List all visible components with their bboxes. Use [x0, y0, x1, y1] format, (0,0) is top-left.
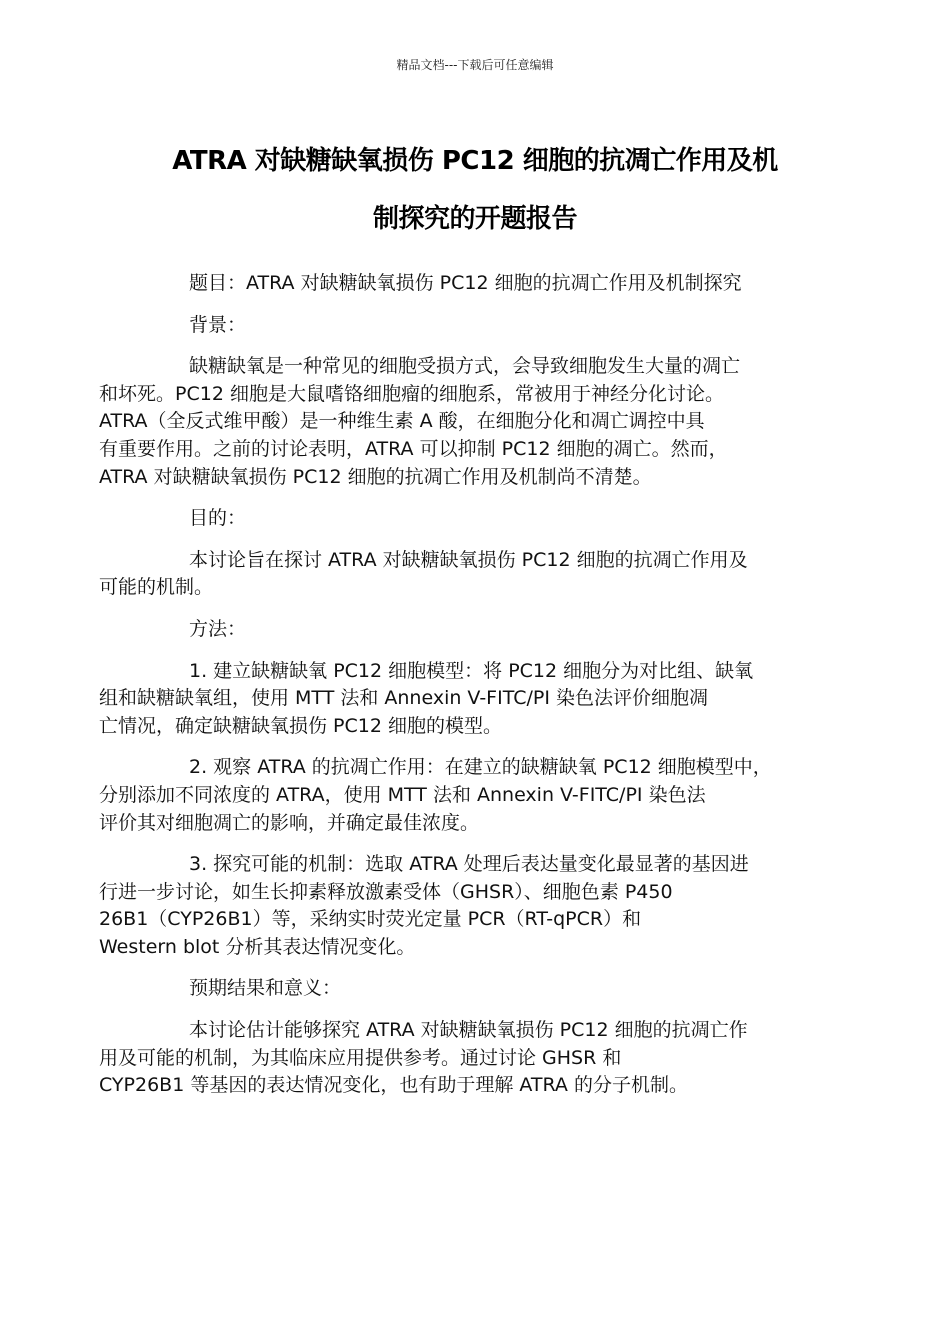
purpose-heading: [144, 505, 816, 533]
method-3-line: Western blot 分析其表达情况变化。: [99, 935, 416, 958]
method-1-line: 亡情况，确定缺糖缺氧损伤 PC12 细胞的模型。: [99, 714, 502, 737]
expected-line: 本讨论估计能够探究 ATRA 对缺糖缺氧损伤 PC12 细胞的抗凋亡作: [189, 1019, 748, 1042]
method-1-paragraph: [99, 658, 816, 741]
method-1-line: 1. 建立缺糖缺氧 PC12 细胞模型：将 PC12 细胞分为对比组、缺氧: [189, 659, 754, 682]
document-title: [130, 132, 820, 248]
background-heading-text: 背景：: [189, 313, 247, 336]
purpose-paragraph: [99, 547, 816, 602]
method-3-line: 行进一步讨论，如生长抑素释放激素受体（GHSR）、细胞色素 P450: [99, 880, 673, 903]
document-body: [99, 270, 816, 1114]
purpose-line: 可能的机制。: [99, 576, 214, 599]
title-line-2: 制探究的开题报告: [372, 204, 577, 234]
page-header: 精品文档---下载后可任意编辑: [396, 58, 554, 72]
method-3-line: 26B1（CYP26B1）等，采纳实时荧光定量 PCR（RT-qPCR）和: [99, 908, 642, 931]
method-2-line: 分别添加不同浓度的 ATRA，使用 MTT 法和 Annexin V-FITC/PI 染色法: [99, 783, 706, 806]
expected-paragraph: [99, 1017, 816, 1100]
method-3-paragraph: [99, 851, 816, 961]
title-line-1: ATRA 对缺糖缺氧损伤 PC12 细胞的抗凋亡作用及机: [172, 146, 778, 176]
expected-line: 用及可能的机制，为其临床应用提供参考。通过讨论 GHSR 和: [99, 1046, 622, 1069]
method-1-line: 组和缺糖缺氧组，使用 MTT 法和 Annexin V-FITC/PI 染色法评价细胞凋: [99, 687, 708, 710]
topic-text: 题目：ATRA 对缺糖缺氧损伤 PC12 细胞的抗凋亡作用及机制探究: [189, 272, 742, 294]
method-2-paragraph: [99, 754, 816, 837]
background-paragraph: [99, 353, 816, 491]
background-line: 和坏死。PC12 细胞是大鼠嗜铬细胞瘤的细胞系，常被用于神经分化讨论。: [99, 382, 724, 405]
background-line: 缺糖缺氧是一种常见的细胞受损方式，会导致细胞发生大量的凋亡: [189, 355, 741, 378]
methods-heading: [144, 616, 816, 644]
background-line: 有重要作用。之前的讨论表明，ATRA 可以抑制 PC12 细胞的凋亡。然而，: [99, 437, 728, 460]
background-line: ATRA（全反式维甲酸）是一种维生素 A 酸，在细胞分化和凋亡调控中具: [99, 410, 705, 433]
purpose-heading-text: 目的：: [189, 507, 247, 530]
background-heading: [144, 312, 816, 340]
method-3-line: 3. 探究可能的机制：选取 ATRA 处理后表达量变化最显著的基因进: [189, 853, 749, 876]
methods-heading-text: 方法：: [189, 617, 247, 640]
expected-heading: [144, 975, 816, 1003]
method-2-line: 评价其对细胞凋亡的影响，并确定最佳浓度。: [99, 811, 480, 834]
topic-paragraph: [144, 270, 816, 298]
background-line: ATRA 对缺糖缺氧损伤 PC12 细胞的抗凋亡作用及机制尚不清楚。: [99, 465, 652, 488]
expected-heading-text: 预期结果和意义：: [189, 977, 342, 1000]
method-2-line: 2. 观察 ATRA 的抗凋亡作用：在建立的缺糖缺氧 PC12 细胞模型中，: [189, 756, 772, 779]
expected-line: CYP26B1 等基因的表达情况变化，也有助于理解 ATRA 的分子机制。: [99, 1074, 688, 1097]
purpose-line: 本讨论旨在探讨 ATRA 对缺糖缺氧损伤 PC12 细胞的抗凋亡作用及: [189, 548, 748, 571]
